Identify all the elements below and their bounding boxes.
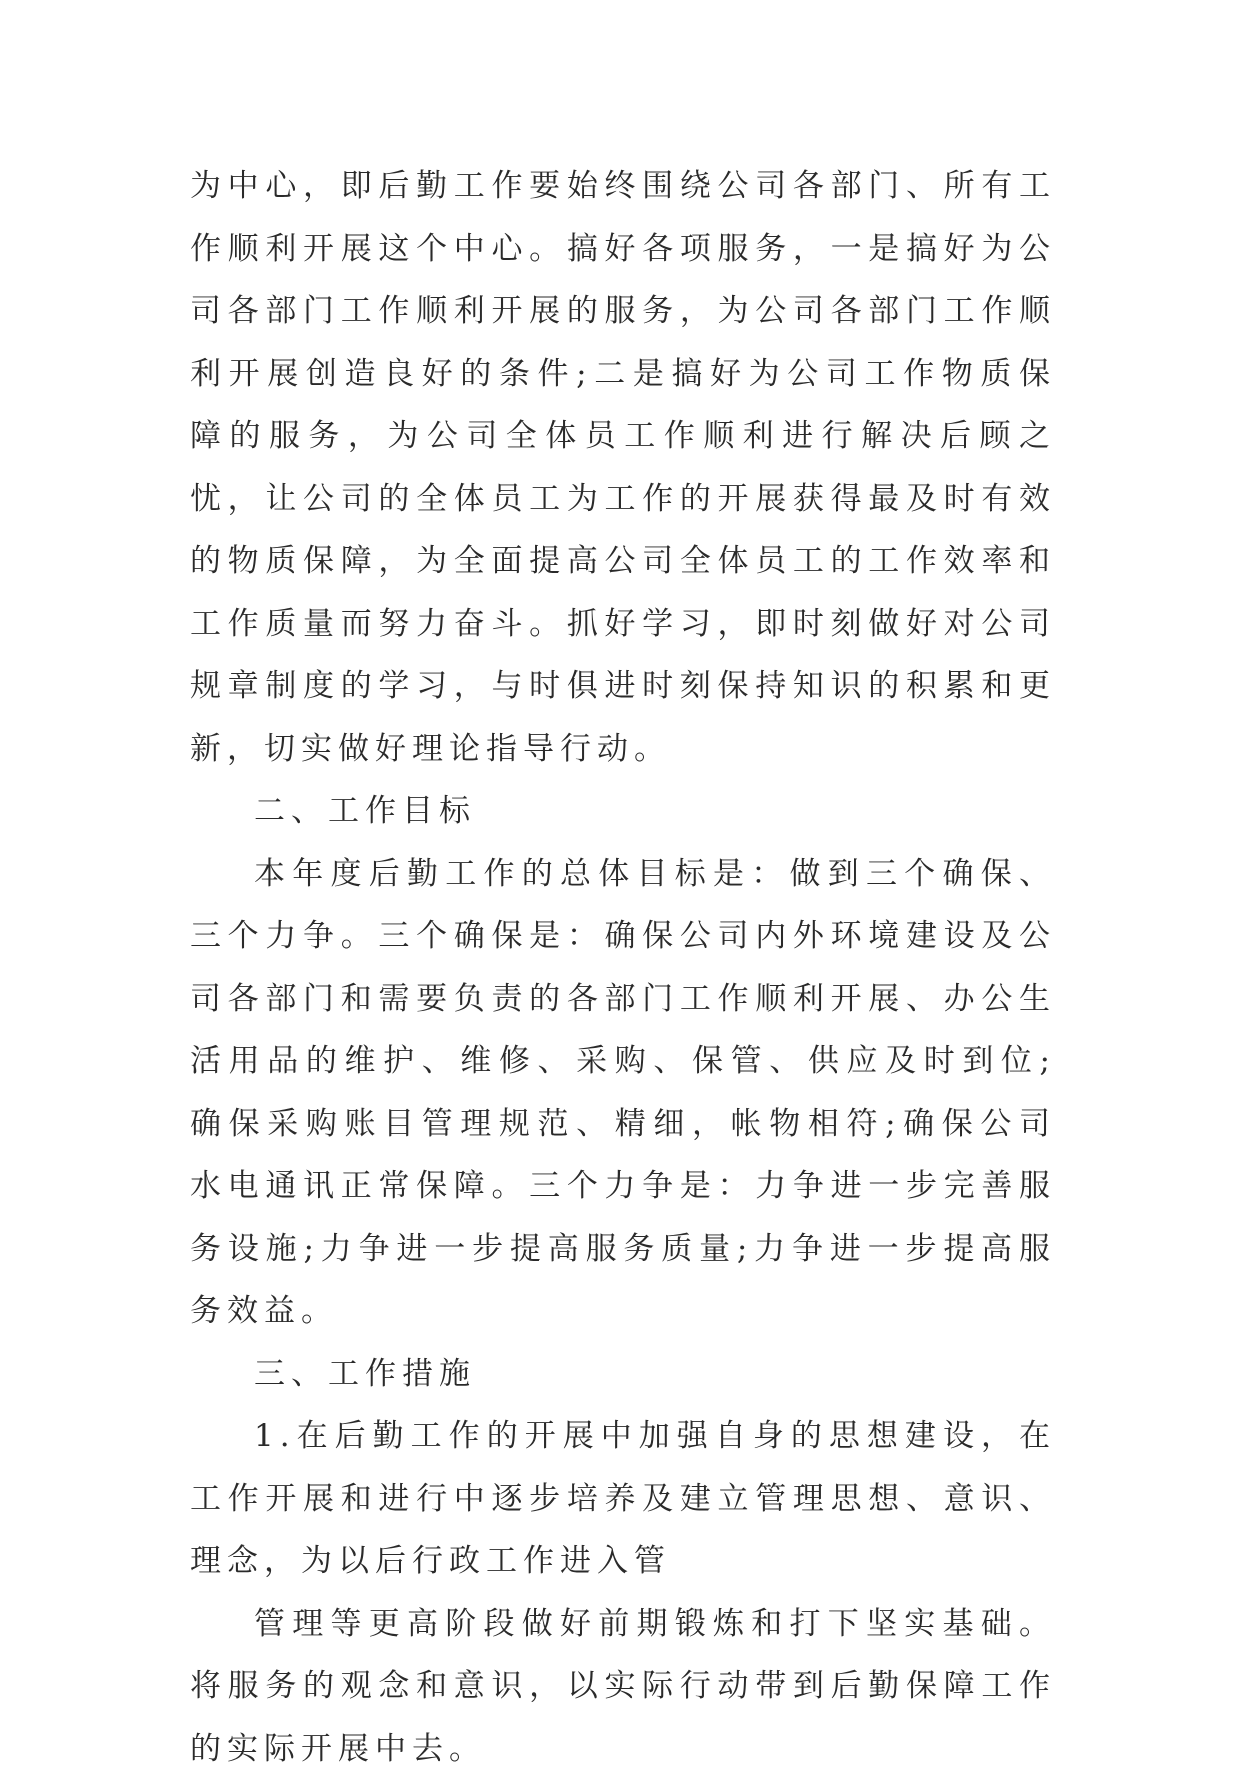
- paragraph-overall-goals: 本年度后勤工作的总体目标是：做到三个确保、三个力争。三个确保是：确保公司内外环境建设及公司各部门和需要负责的各部门工作顺利开展、办公生活用品的维护、维修、采购、保管、供应及时到位;确保采购账目管理规范、精细，帐物相符;确保公司水电通讯正常保障。三个力争是：力争进一步完善服务设施;力争进一步提高服务质量;力争进一步提高服务效益。: [190, 843, 1056, 1343]
- paragraph-measure-1-continued: 管理等更高阶段做好前期锻炼和打下坚实基础。将服务的观念和意识，以实际行动带到后勤保障工作的实际开展中去。: [190, 1593, 1056, 1780]
- section-heading-work-goals: 二、工作目标: [190, 780, 1056, 843]
- paragraph-continuation: 为中心，即后勤工作要始终围绕公司各部门、所有工作顺利开展这个中心。搞好各项服务，一是搞好为公司各部门工作顺利开展的服务，为公司各部门工作顺利开展创造良好的条件;二是搞好为公司工作物质保障的服务，为公司全体员工作顺利进行解决后顾之忧，让公司的全体员工为工作的开展获得最及时有效的物质保障，为全面提高公司全体员工的工作效率和工作质量而努力奋斗。抓好学习，即时刻做好对公司规章制度的学习，与时俱进时刻保持知识的积累和更新，切实做好理论指导行动。: [190, 155, 1056, 780]
- paragraph-measure-1: 1.在后勤工作的开展中加强自身的思想建设，在工作开展和进行中逐步培养及建立管理思想、意识、理念，为以后行政工作进入管: [190, 1405, 1056, 1593]
- section-heading-work-measures: 三、工作措施: [190, 1343, 1056, 1406]
- body-text: [190, 155, 1056, 1780]
